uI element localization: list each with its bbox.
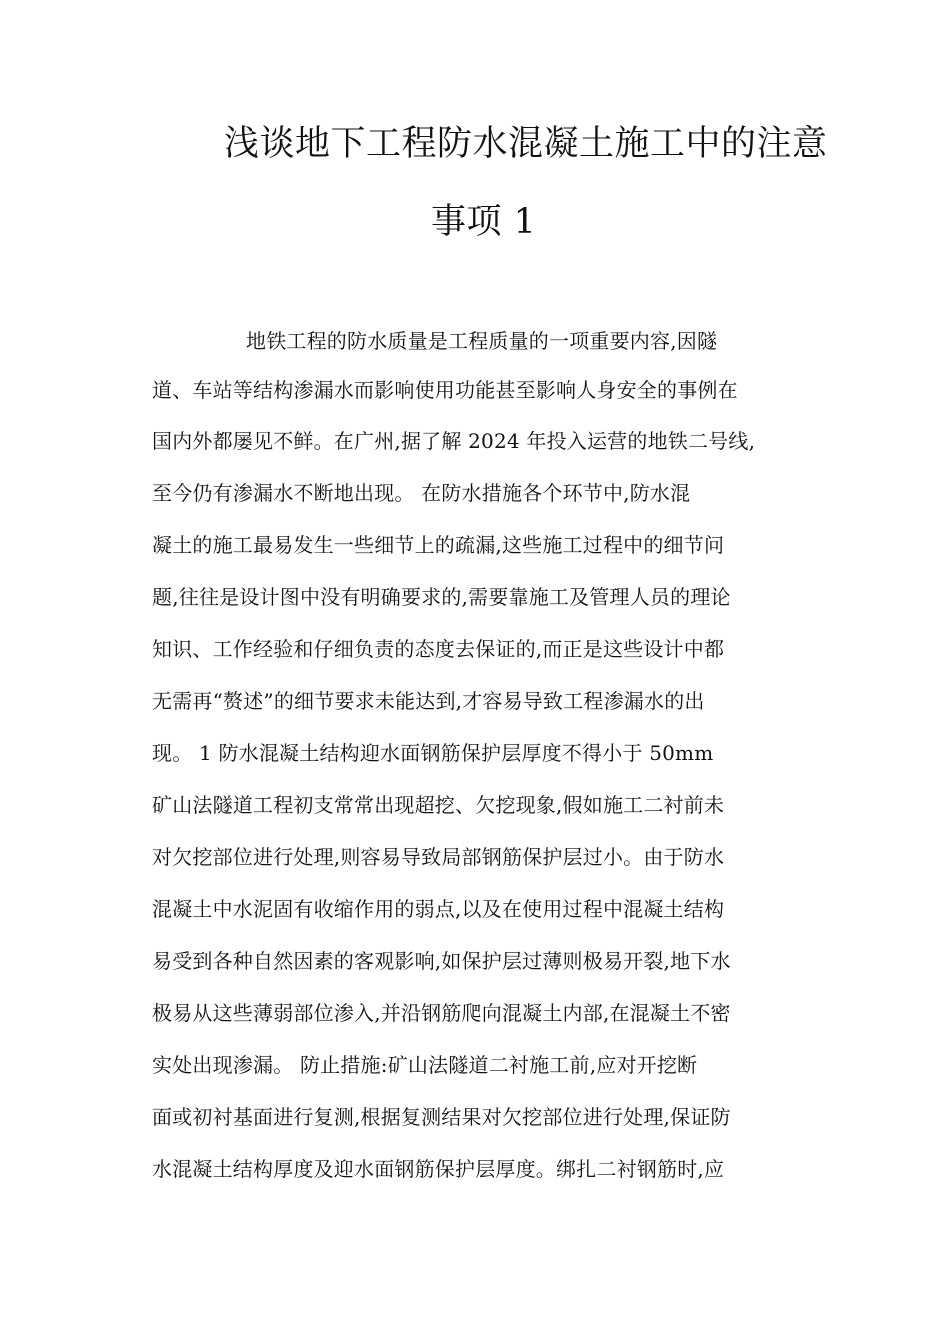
body-line: 至今仍有渗漏水不断地出现。 在防水措施各个环节中,防水混	[152, 481, 691, 505]
body-line: 道、车站等结构渗漏水而影响使用功能甚至影响人身安全的事例在	[152, 378, 738, 402]
body-line: 水混凝土结构厚度及迎水面钢筋保护层厚度。绑扎二衬钢筋时,应	[152, 1157, 725, 1181]
body-line: 面或初衬基面进行复测,根据复测结果对欠挖部位进行处理,保证防	[152, 1105, 731, 1129]
document-title-line-1: 浅谈地下工程防水混凝土施工中的注意	[224, 124, 828, 164]
body-line: 凝土的施工最易发生一些细节上的疏漏,这些施工过程中的细节问	[152, 533, 725, 557]
body-line: 极易从这些薄弱部位渗入,并沿钢筋爬向混凝土内部,在混凝土不密	[152, 1001, 731, 1025]
body-line: 矿山法隧道工程初支常常出现超挖、欠挖现象,假如施工二衬前未	[152, 793, 725, 817]
body-line: 易受到各种自然因素的客观影响,如保护层过薄则极易开裂,地下水	[152, 949, 731, 973]
body-line: 无需再“赘述”的细节要求未能达到,才容易导致工程渗漏水的出	[152, 689, 705, 713]
body-line: 实处出现渗漏。 防止措施:矿山法隧道二衬施工前,应对开挖断	[152, 1053, 698, 1077]
body-line: 混凝土中水泥固有收缩作用的弱点,以及在使用过程中混凝土结构	[152, 897, 725, 921]
body-line: 题,往往是设计图中没有明确要求的,需要靠施工及管理人员的理论	[152, 585, 731, 609]
body-line: 国内外都屡见不鲜。在广州,据了解 2024 年投入运营的地铁二号线,	[152, 429, 756, 453]
body-line: 对欠挖部位进行处理,则容易导致局部钢筋保护层过小。由于防水	[152, 845, 725, 869]
document-title-line-2: 事项 1	[431, 202, 537, 242]
body-line: 地铁工程的防水质量是工程质量的一项重要内容,因隧	[246, 329, 718, 353]
body-line: 现。 1 防水混凝土结构迎水面钢筋保护层厚度不得小于 50mm	[152, 741, 714, 765]
body-line: 知识、工作经验和仔细负责的态度去保证的,而正是这些设计中都	[152, 637, 725, 661]
